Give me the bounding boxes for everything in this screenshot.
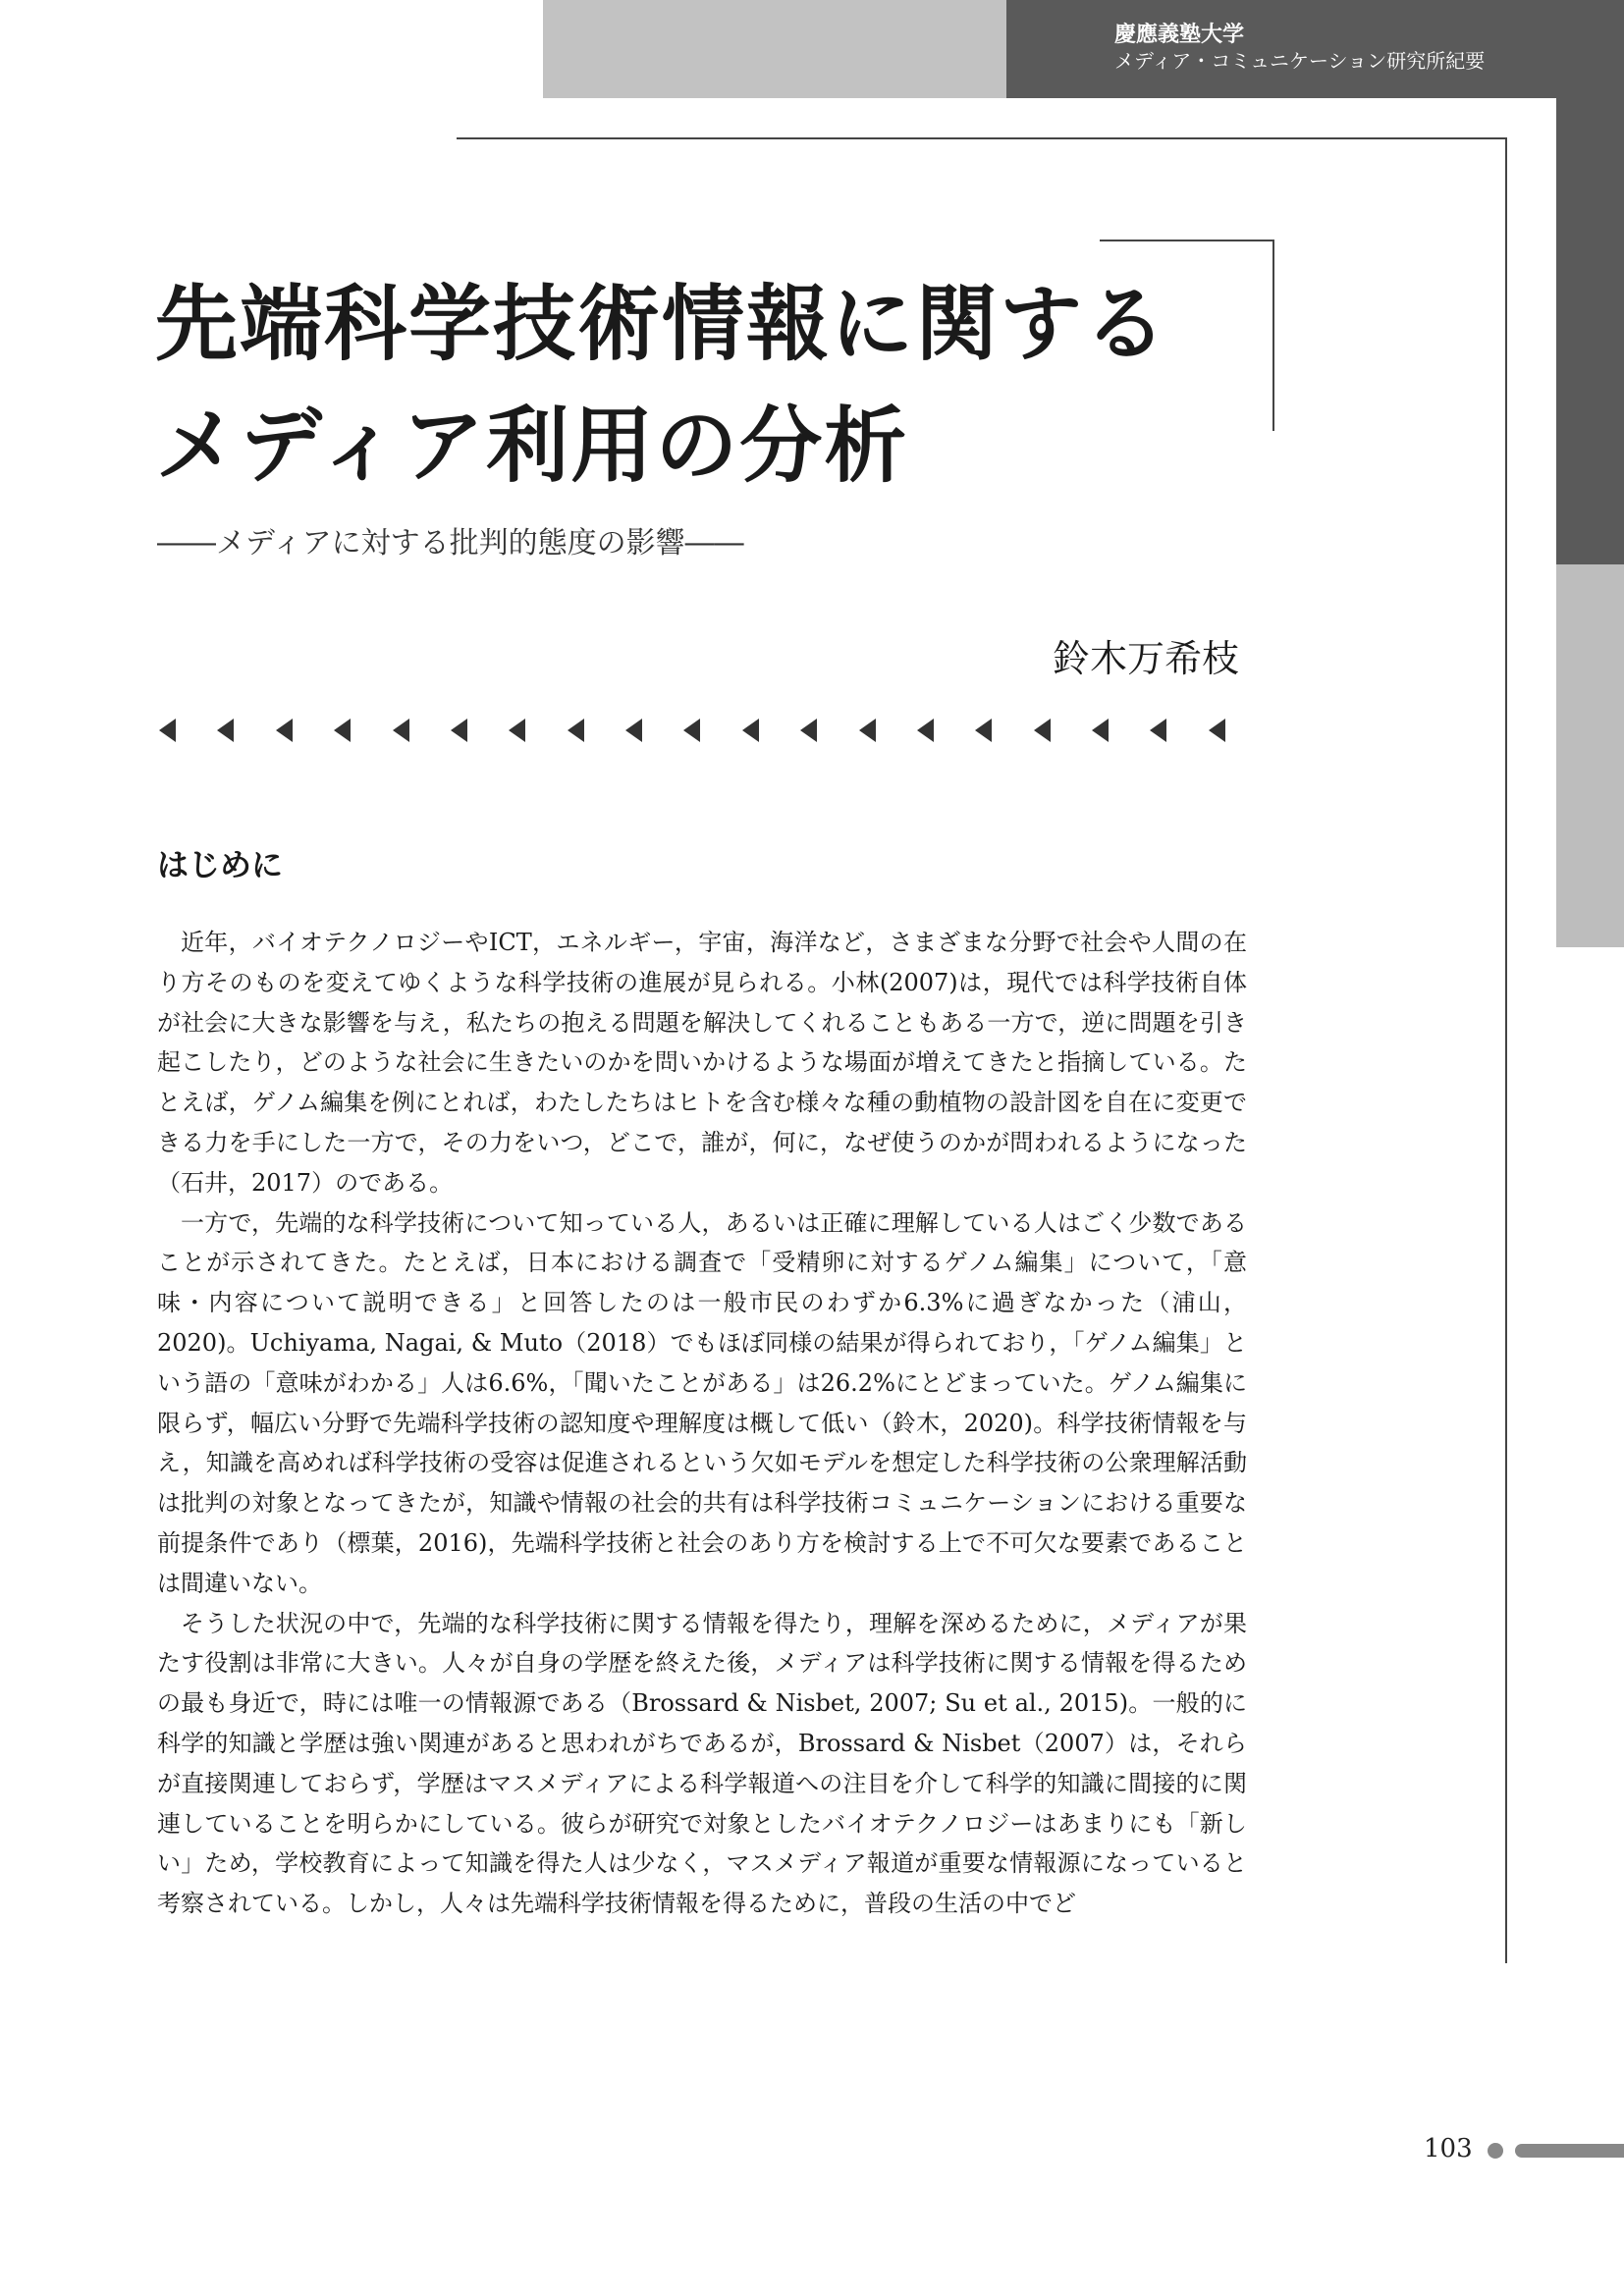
triangle-ornament-icon (1092, 719, 1109, 742)
title-line-2: メディア利用の分析 (155, 398, 909, 494)
frame-rule-right (1505, 137, 1507, 1963)
journal-university: 慶應義塾大学 (1114, 23, 1245, 47)
page-marker-bar (1515, 2144, 1624, 2158)
triangle-ornament-icon (509, 719, 525, 742)
journal-name: メディア・コミュニケーション研究所紀要 (1114, 48, 1486, 73)
author-name: 鈴木万希枝 (1052, 637, 1239, 680)
section-heading: はじめに (157, 846, 284, 883)
frame-rule-top (457, 137, 1507, 139)
paragraph: そうした状況の中で，先端的な科学技術に関する情報を得たり，理解を深めるために，メディアが果たす役割は非常に大きい。人々が自身の学歴を終えた後，メディアは科学技術に関する情報を得るための最も身近で，時には唯一の情報源である（Brossard & Nisbet, 2007; Su et al., 2015)。一般的に科学的知識と学歴は強い関連があると思われがちであるが，Brossard & Nisbet（2007）は，それらが直接関連しておらず，学歴はマスメディアによる科学報道への注目を介して科学的知識に間接的に関連していることを明らかにしている。彼らが研究で対象としたバイオテクノロジーはあまりにも「新しい」ため，学校教育によって知識を得た人は少なく，マスメディア報道が重要な情報源になっていると考察されている。しかし，人々は先端科学技術情報を得るために，普段の生活の中でど (157, 1609, 1247, 1918)
article-subtitle: ――メディアに対する批判的態度の影響―― (157, 526, 744, 561)
triangle-ornament-icon (276, 719, 293, 742)
page-number: 103 (1424, 2134, 1473, 2163)
page-marker-dot (1488, 2143, 1503, 2159)
triangle-ornament-icon (625, 719, 642, 742)
body-text (157, 923, 1247, 1924)
triangle-ornament-icon (800, 719, 817, 742)
triangle-ornament-icon (393, 719, 409, 742)
triangle-ornament-icon (1150, 719, 1166, 742)
triangle-ornament-icon (1034, 719, 1051, 742)
triangle-ornament-icon (159, 719, 176, 742)
triangle-ornament-icon (859, 719, 876, 742)
title-bracket-top (1100, 240, 1274, 241)
triangle-ornament-icon (1209, 719, 1225, 742)
triangle-ornament-icon (683, 719, 700, 742)
title-line-1: 先端科学技術情報に関する (155, 276, 1169, 372)
paragraph: 近年，バイオテクノロジーやICT，エネルギー，宇宙，海洋など，さまざまな分野で社会や人間の在り方そのものを変えてゆくような科学技術の進展が見られる。小林(2007)は，現代では科学技術自体が社会に大きな影響を与え，私たちの抱える問題を解決してくれることもある一方で，逆に問題を引き起こしたり，どのような社会に生きたいのかを問いかけるような場面が増えてきたと指摘している。たとえば，ゲノム編集を例にとれば，わたしたちはヒトを含む様々な種の動植物の設計図を自在に変更できる力を手にした一方で，その力をいつ，どこで，誰が，何に，なぜ使うのかが問われるようになった（石井，2017）のである。 (157, 929, 1247, 1197)
triangle-ornament-icon (742, 719, 759, 742)
paragraph: 一方で，先端的な科学技術について知っている人，あるいは正確に理解している人はごく少数であることが示されてきた。たとえば，日本における調査で「受精卵に対するゲノム編集」について，「意味・内容について説明できる」と回答したのは一般市民のわずか6.3%に過ぎなかった（浦山，2020)。Uchiyama, Nagai, & Muto（2018）でもほぼ同様の結果が得られており，「ゲノム編集」という語の「意味がわかる」人は6.6%，「聞いたことがある」は26.2%にとどまっていた。ゲノム編集に限らず，幅広い分野で先端科学技術の認知度や理解度は概して低い（鈴木，2020)。科学技術情報を与え，知識を高めれば科学技術の受容は促進されるという欠如モデルを想定した科学技術の公衆理解活動は批判の対象となってきたが，知識や情報の社会的共有は科学技術コミュニケーションにおける重要な前提条件であり（標葉，2016)，先端科学技術と社会のあり方を検討する上で不可欠な要素であることは間違いない。 (157, 1208, 1247, 1597)
triangle-ornament-icon (217, 719, 234, 742)
triangle-ornament-icon (451, 719, 467, 742)
article-title (155, 263, 1284, 507)
side-tab-light (1556, 564, 1624, 947)
triangle-ornament-icon (334, 719, 351, 742)
triangle-ornament-icon (975, 719, 992, 742)
triangle-ornament-icon (917, 719, 934, 742)
journal-header (1114, 22, 1485, 74)
triangle-ornament-row (159, 718, 1225, 743)
side-tab-dark (1556, 98, 1624, 564)
triangle-ornament-icon (568, 719, 584, 742)
header-band-light (543, 0, 1006, 98)
